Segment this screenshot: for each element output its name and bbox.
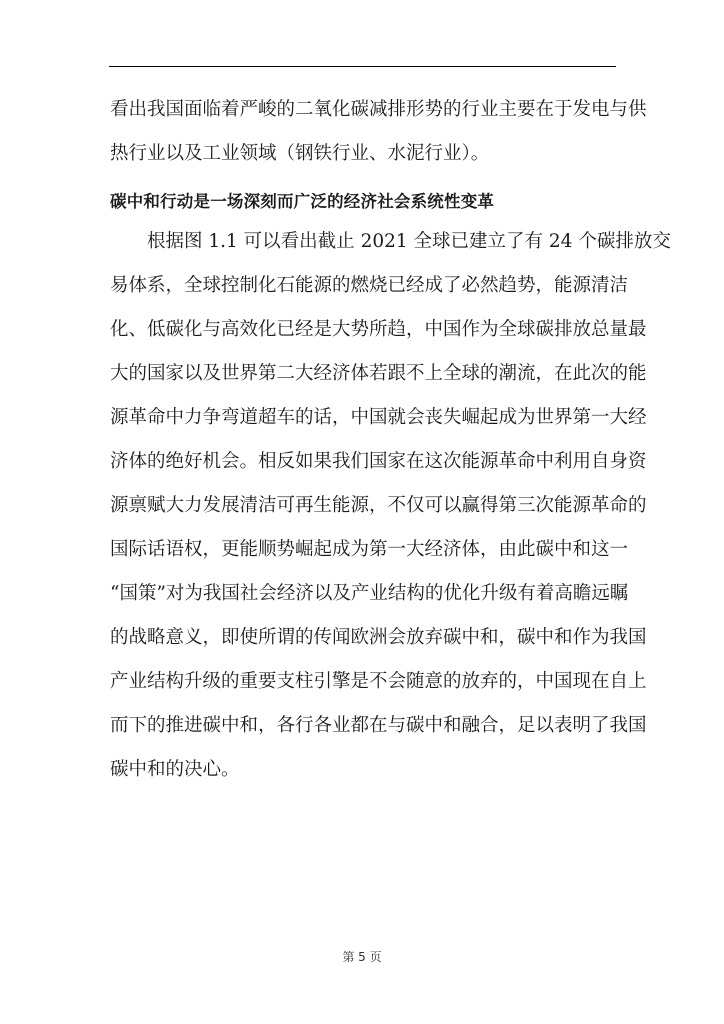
paragraph-line: 产业结构升级的重要支柱引擎是不会随意的放弃的，中国现在自上 — [110, 671, 647, 692]
paragraph-line: 而下的推进碳中和，各行各业都在与碳中和融合，足以表明了我国 — [110, 715, 647, 736]
paragraph-line: 源革命中力争弯道超车的话，中国就会丧失崛起成为世界第一大经 — [110, 407, 647, 428]
page-number: 第 5 页 — [342, 950, 382, 964]
paragraph-line: 易体系，全球控制化石能源的燃烧已经成了必然趋势，能源清洁 — [110, 275, 629, 296]
paragraph-body — [110, 220, 671, 792]
paragraph-continued — [110, 88, 647, 176]
paragraph-line: 化、低碳化与高效化已经是大势所趋，中国作为全球碳排放总量最 — [110, 319, 647, 340]
header-rule — [109, 66, 616, 67]
paragraph-line: 源禀赋大力发展清洁可再生能源，不仅可以赢得第三次能源革命的 — [110, 495, 647, 516]
paragraph-line: 碳中和的决心。 — [110, 759, 240, 780]
paragraph-line: 根据图 1.1 可以看出截止 2021 全球已建立了有 24 个碳排放交 — [147, 231, 671, 252]
paragraph-line: 热行业以及工业领域（钢铁行业、水泥行业）。 — [110, 143, 490, 164]
paragraph-line: 大的国家以及世界第二大经济体若跟不上全球的潮流，在此次的能 — [110, 363, 647, 384]
paragraph-line: 看出我国面临着严峻的二氧化碳减排形势的行业主要在于发电与供 — [110, 99, 647, 120]
paragraph-line: 的战略意义，即使所谓的传闻欧洲会放弃碳中和，碳中和作为我国 — [110, 627, 647, 648]
paragraph-line: 济体的绝好机会。相反如果我们国家在这次能源革命中利用自身资 — [110, 451, 647, 472]
section-heading: 碳中和行动是一场深刻而广泛的经济社会系统性变革 — [110, 192, 495, 211]
paragraph-line: 国际话语权，更能顺势崛起成为第一大经济体，由此碳中和这一 — [110, 539, 629, 560]
paragraph-line: “国策”对为我国社会经济以及产业结构的优化升级有着高瞻远瞩 — [110, 583, 629, 604]
document-page — [110, 88, 671, 792]
